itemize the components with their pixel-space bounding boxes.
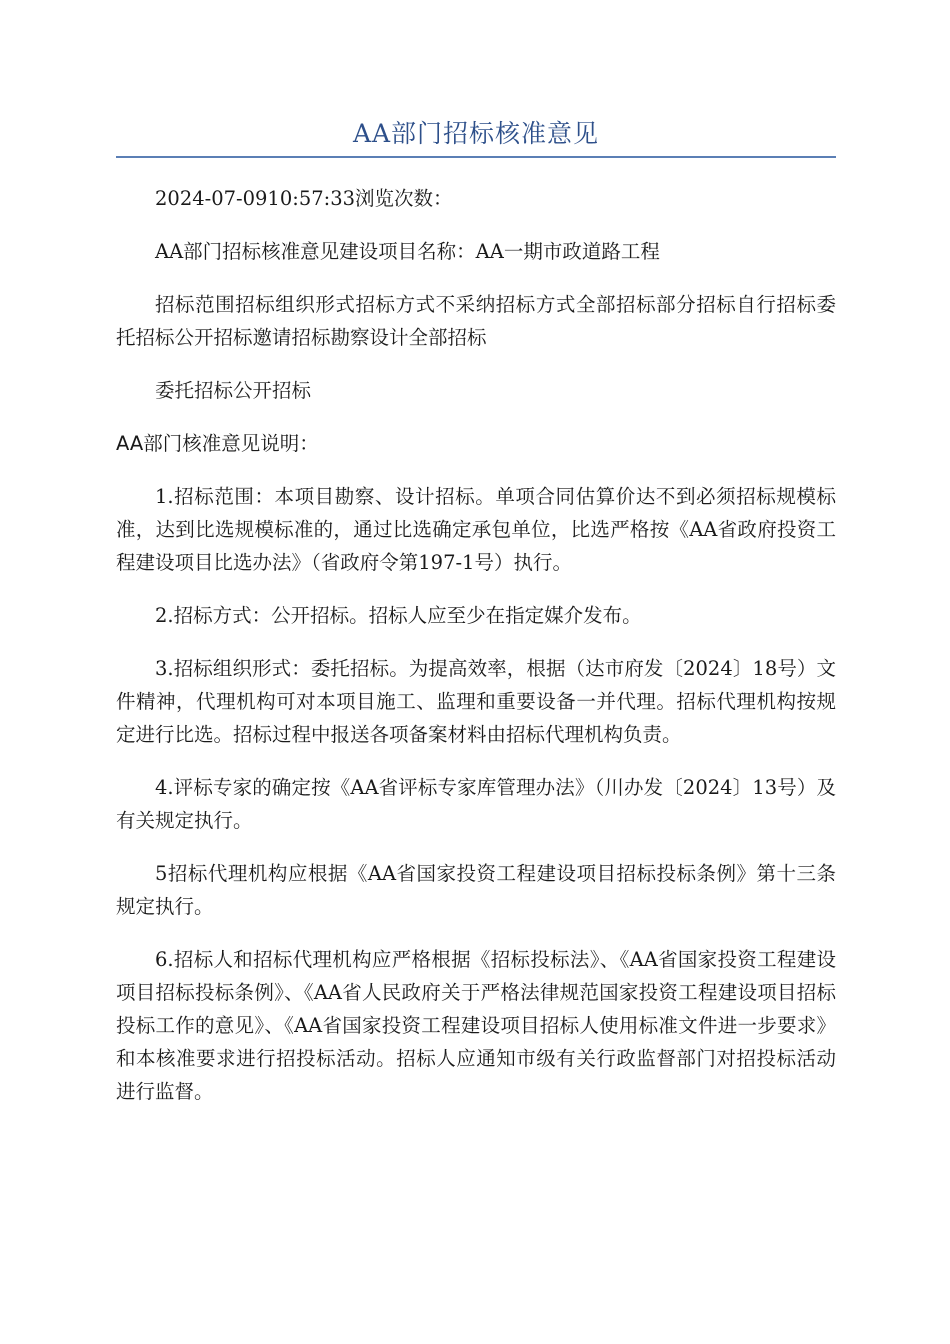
meta-line: 2024-07-0910:57:33浏览次数： bbox=[155, 187, 453, 210]
explanation-heading bbox=[116, 427, 836, 460]
item-5: 5招标代理机构应根据《AA省国家投资工程建设项目招标投标条例》第十三条规定执行。 bbox=[116, 862, 836, 918]
explanation-heading-lead: AA bbox=[116, 432, 144, 455]
item-3: 3.招标组织形式：委托招标。为提高效率，根据（达市府发〔2024〕18号）文件精神，代理机构可对本项目施工、监理和重要设备一并代理。招标代理机构按规定进行比选。招标过程中报送各项备案材料由招标代理机构负责。 bbox=[116, 657, 836, 746]
item-1: 1.招标范围：本项目勘察、设计招标。单项合同估算价达不到必须招标规模标准，达到比选规模标准的，通过比选确定承包单位，比选严格按《AA省政府投资工程建设项目比选办法》（省政府令第197-1号）执行。 bbox=[116, 485, 836, 574]
item-6: 6.招标人和招标代理机构应严格根据《招标投标法》、《AA省国家投资工程建设项目招标投标条例》、《AA省人民政府关于严格法律规范国家投资工程建设项目招标投标工作的意见》、《AA省国家投资工程建设项目招标人使用标准文件进一步要求》和本核准要求进行招投标活动。招标人应通知市级有关行政监督部门对招投标活动进行监督。 bbox=[116, 948, 836, 1103]
scope-selection: 委托招标公开招标 bbox=[155, 379, 312, 402]
explanation-heading-rest: 部门核准意见说明： bbox=[143, 432, 319, 455]
project-name: AA部门招标核准意见建设项目名称：AA一期市政道路工程 bbox=[155, 240, 660, 263]
item-2: 2.招标方式：公开招标。招标人应至少在指定媒介发布。 bbox=[155, 604, 642, 627]
title-underline bbox=[116, 156, 836, 158]
scope-table-text: 招标范围招标组织形式招标方式不采纳招标方式全部招标部分招标自行招标委托招标公开招标邀请招标勘察设计全部招标 bbox=[116, 293, 836, 349]
document-page bbox=[116, 0, 836, 1128]
item-4: 4.评标专家的确定按《AA省评标专家库管理办法》（川办发〔2024〕13号）及有关规定执行。 bbox=[116, 776, 836, 832]
document-title: AA部门招标核准意见 bbox=[352, 119, 600, 148]
